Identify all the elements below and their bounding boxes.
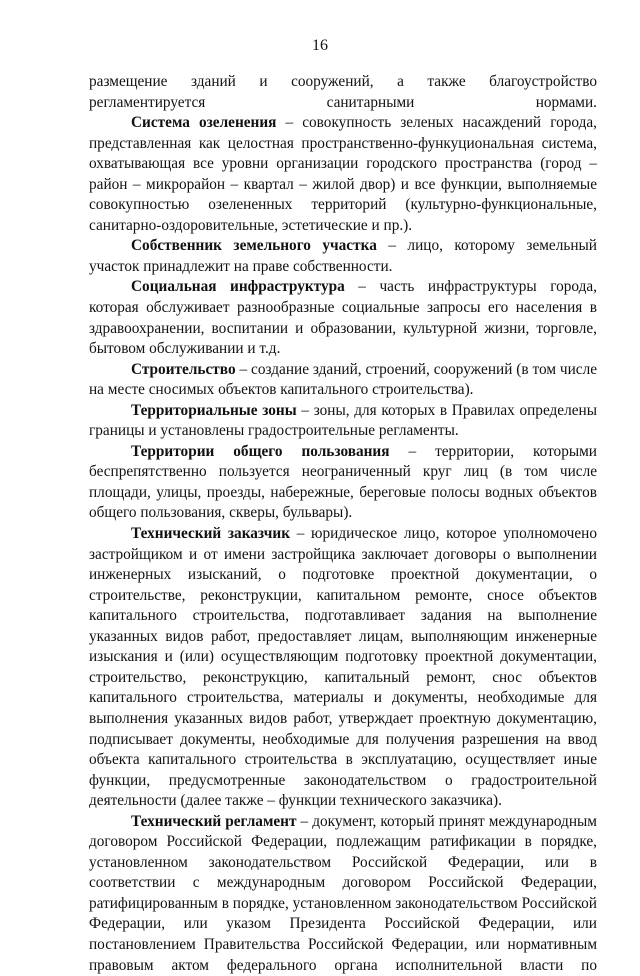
term-label: Технический регламент xyxy=(131,812,297,830)
term-label: Социальная инфраструктура xyxy=(131,278,345,296)
definition-technical-customer xyxy=(89,524,597,812)
definition-public-territories xyxy=(89,442,597,524)
definition-text: – юридическое лицо, которое уполномочено застройщиком и от имени застройщика заключает договоры о выполнении инженерных изысканий, о подготовке проектной документации, о строительстве, реконструкции, капитальном ремонте, сносе объектов капитального строительства, подготавливает задания на выполнение указанных видов работ, предоставляет лицам, выполняющим инженерные изыскания и (или) осуществляющим подготовку проектной документации, строительство, реконструкцию, капитальный ремонт, снос объектов капитального строительства, материалы и документы, необходимые для выполнения указанных видов работ, утверждает проектную документацию, подписывает документы, необходимые для получения разрешения на ввод объекта капитального строительства в эксплуатацию, осуществляет иные функции, предусмотренные законодательством о градостроительной деятельности (далее также – функции технического заказчика). xyxy=(89,525,597,810)
document-body xyxy=(89,72,597,976)
term-label: Территориальные зоны xyxy=(131,401,297,419)
definition-text: – создание зданий, строений, сооружений (в том числе на месте сносимых объектов капитального строительства). xyxy=(89,360,597,399)
term-label: Строительство xyxy=(131,360,236,378)
paragraph-text: размещение зданий и сооружений, а также благоустройство регламентируется санитарными нормами. xyxy=(89,73,597,111)
definition-construction xyxy=(89,360,597,401)
definition-land-owner xyxy=(89,236,597,277)
definition-social-infrastructure xyxy=(89,277,597,359)
definition-technical-regulation xyxy=(89,812,597,976)
term-label: Технический заказчик xyxy=(131,525,291,543)
term-label: Система озеленения xyxy=(131,114,277,132)
term-label: Территории общего пользования xyxy=(131,442,390,460)
definition-text: – лицо, которому земельный участок принадлежит на праве собственности. xyxy=(89,237,597,275)
definition-text: – зоны, для которых в Правилах определены границы и установлены градостроительные регламенты. xyxy=(89,401,597,440)
definition-greening-system xyxy=(89,113,597,236)
term-label: Собственник земельного участка xyxy=(131,237,377,255)
definition-territorial-zones xyxy=(89,401,597,442)
page-number: 16 xyxy=(312,37,328,54)
definition-text: – документ, который принят международным договором Российской Федерации, подлежащим ратификации в порядке, установленном законодательством Российской Федерации, или в соответствии с международным договором Российской Федерации, ратифицированным в порядке, установленном законодательством Российской Федерации, или указом Президента Российской Федерации, или постановлением Правительства Российской Федерации, или нормативным правовым актом федерального органа исполнительной власти по xyxy=(89,812,597,974)
definition-text: – часть инфраструктуры города, которая обслуживает разнообразные социальные запросы его населения в здравоохранении, воспитании и образовании, культурной жизни, торговле, бытовом обслуживании и т.д. xyxy=(89,278,597,358)
paragraph-continuation xyxy=(89,72,597,113)
definition-text: – совокупность зеленых насаждений города, представленная как целостная пространственно-функуциональная система, охватывающая все уровни организации городского пространства (город – район – микрорайон – квартал – жилой двор) и все функции, выполняемые совокупностью озелененных территорий (культурно-функциональные, санитарно-оздоровительные, эстетические и пр.). xyxy=(89,114,597,234)
definition-text: – территории, которыми беспрепятственно пользуется неограниченный круг лиц (в том числе площади, улицы, проезды, набережные, береговые полосы водных объектов общего пользования, скверы, бульвары). xyxy=(89,442,597,522)
